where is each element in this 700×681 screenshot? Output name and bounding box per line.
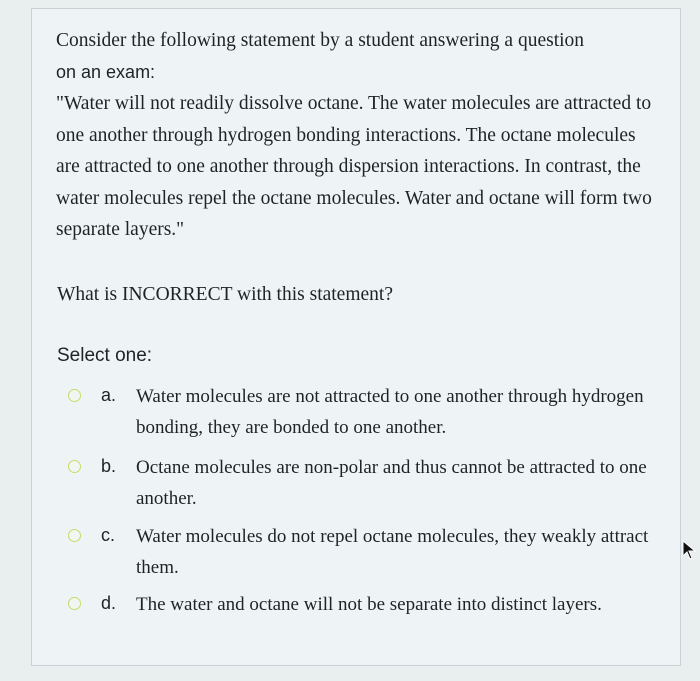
answer-option-d[interactable]	[68, 589, 658, 649]
option-letter-c: c.	[101, 525, 116, 545]
mouse-pointer-icon	[682, 540, 698, 560]
radio-button-icon[interactable]	[68, 597, 81, 610]
answer-option-a[interactable]	[68, 381, 658, 441]
option-text-d: The water and octane will not be separate into distinct layers.	[136, 594, 602, 615]
answer-option-b[interactable]	[68, 452, 658, 512]
answer-option-c[interactable]	[68, 521, 658, 581]
option-text-a: Water molecules are not attracted to one another through hydrogen bonding, they are bonded to one another.	[136, 386, 644, 438]
radio-button-icon[interactable]	[68, 389, 81, 402]
radio-button-icon[interactable]	[68, 529, 81, 542]
option-letter-a: a.	[101, 385, 117, 405]
stem-line-1: Consider the following statement by a student answering a question	[56, 30, 585, 51]
question-stem	[56, 25, 656, 246]
question-card	[31, 8, 681, 666]
radio-button-icon[interactable]	[68, 460, 81, 473]
stem-quote: "Water will not readily dissolve octane. The water molecules are attracted to one another through hydrogen bonding interactions. The octane molecules are attracted to one another through dispersion interactions. In contrast, the water molecules repel the octane molecules. Water and octane will form two separate layers."	[56, 93, 652, 240]
option-text-b: Octane molecules are non-polar and thus cannot be attracted to one another.	[136, 457, 647, 509]
option-letter-b: b.	[101, 456, 117, 476]
question-prompt: What is INCORRECT with this statement?	[57, 284, 393, 305]
select-one-label: Select one:	[57, 345, 153, 366]
stem-line-2: on an exam:	[56, 61, 156, 82]
option-text-c: Water molecules do not repel octane molecules, they weakly attract them.	[136, 526, 649, 578]
option-letter-d: d.	[101, 593, 117, 613]
